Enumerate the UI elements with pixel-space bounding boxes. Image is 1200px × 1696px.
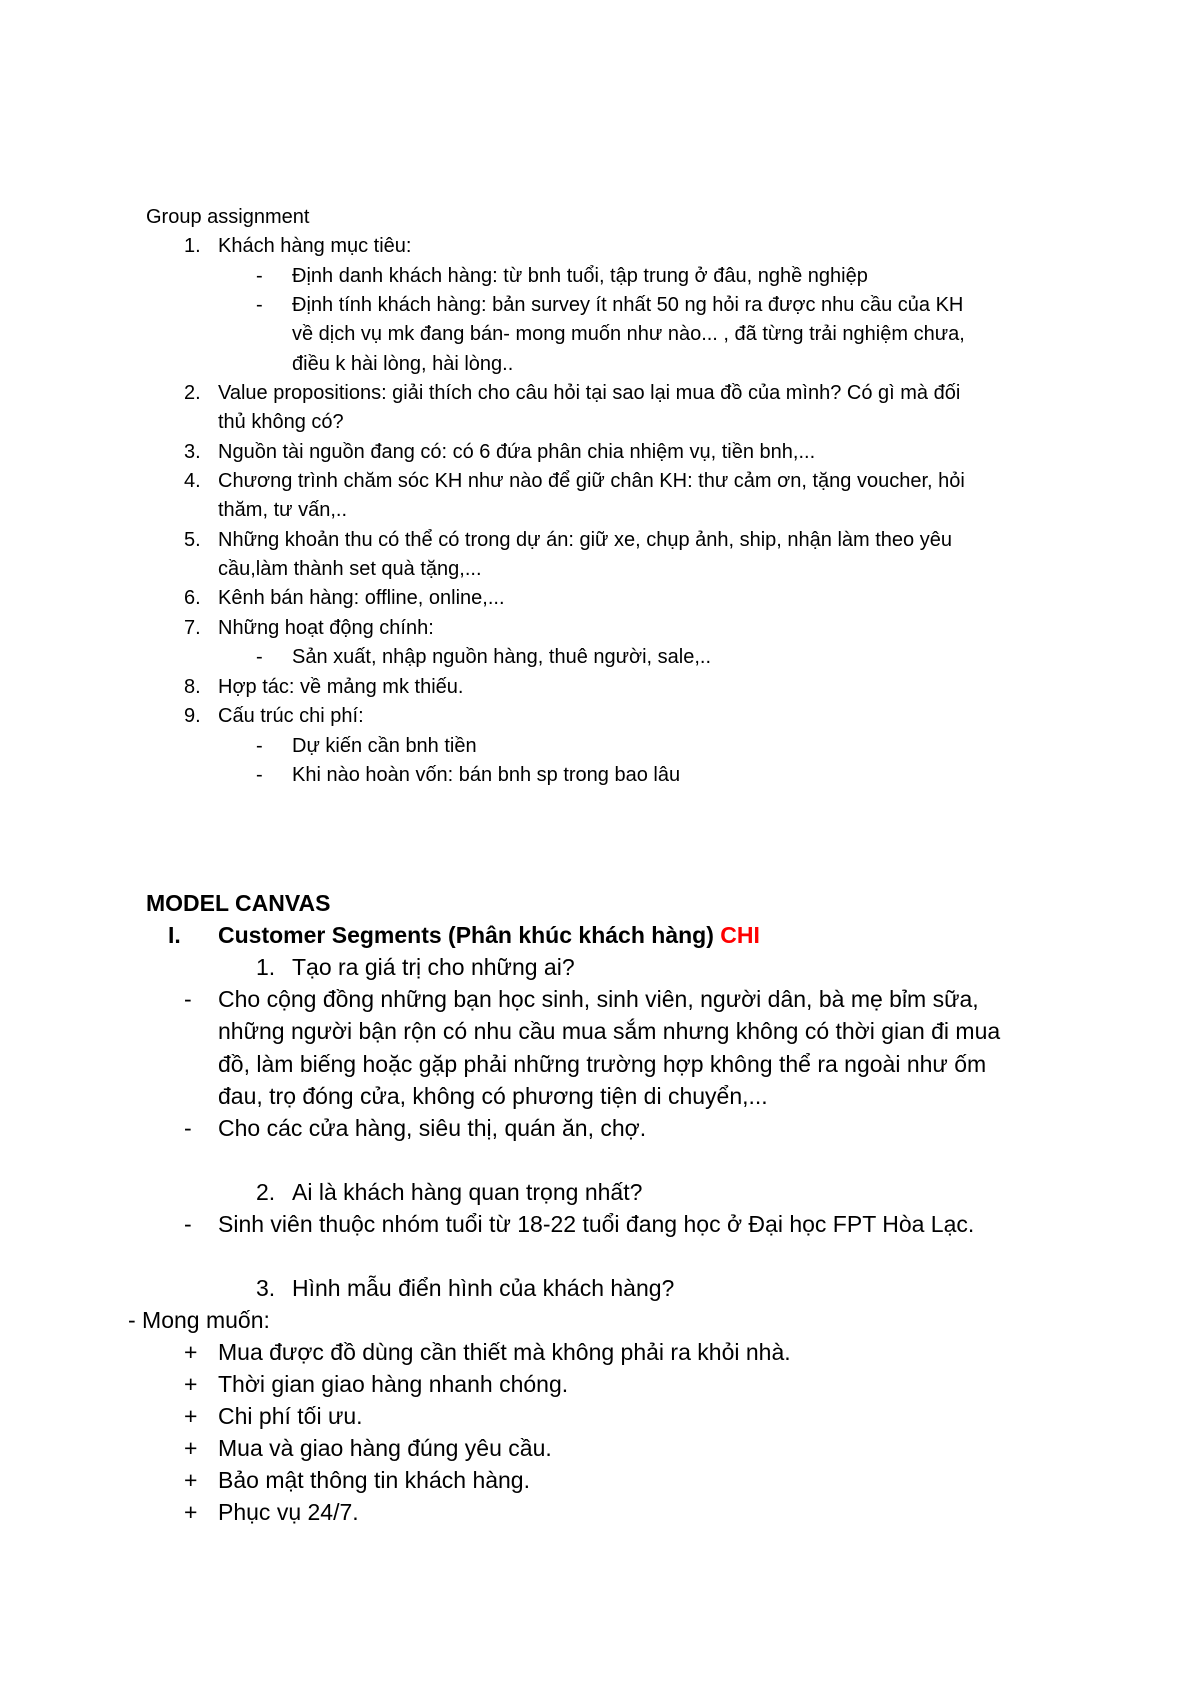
- question-text: Hình mẫu điển hình của khách hàng?: [292, 1275, 675, 1301]
- item-text: thăm, tư vấn,..: [218, 499, 347, 521]
- wish-text: Mua được đồ dùng cần thiết mà không phải ra khỏi nhà.: [218, 1339, 791, 1365]
- sub-text: Dự kiến cần bnh tiền: [292, 735, 477, 757]
- plus-bullet: +: [184, 1339, 198, 1365]
- section-title: [218, 919, 760, 951]
- wish-text: Chi phí tối ưu.: [218, 1403, 363, 1429]
- item-text: thủ không có?: [218, 411, 344, 433]
- doc-title: Group assignment: [146, 206, 310, 228]
- sub-bullet: -: [256, 735, 263, 757]
- sub-bullet: -: [256, 764, 263, 786]
- sub-text: Sản xuất, nhập nguồn hàng, thuê người, sale,..: [292, 646, 712, 668]
- item-number: 4.: [184, 470, 201, 492]
- item-text: cầu,làm thành set quà tặng,...: [218, 558, 482, 580]
- item-text: Cấu trúc chi phí:: [218, 705, 364, 727]
- bullet-text: đau, trọ đóng cửa, không có phương tiện di chuyển,...: [218, 1083, 768, 1109]
- sub-text: Khi nào hoàn vốn: bán bnh sp trong bao lâu: [292, 764, 681, 786]
- bullet-text: những người bận rộn có nhu cầu mua sắm nhưng không có thời gian đi mua: [218, 1018, 1001, 1044]
- item-text: Nguồn tài nguồn đang có: có 6 đứa phân chia nhiệm vụ, tiền bnh,...: [218, 441, 816, 463]
- item-number: 9.: [184, 705, 201, 727]
- sub-bullet: -: [256, 294, 263, 316]
- sub-text: Định danh khách hàng: từ bnh tuổi, tập trung ở đâu, nghề nghiệp: [292, 265, 868, 287]
- section-title-text: Customer Segments (Phân khúc khách hàng): [218, 922, 721, 948]
- plus-bullet: +: [184, 1371, 198, 1397]
- item-text: Những khoản thu có thể có trong dự án: giữ xe, chụp ảnh, ship, nhận làm theo yêu: [218, 529, 952, 551]
- bullet-dash: -: [184, 986, 192, 1012]
- plus-bullet: +: [184, 1435, 198, 1461]
- sub-text: Định tính khách hàng: bản survey ít nhất 50 ng hỏi ra được nhu cầu của KH: [292, 294, 964, 316]
- bullet-dash: -: [184, 1115, 192, 1141]
- item-text: Khách hàng mục tiêu:: [218, 235, 412, 257]
- sub-bullet: -: [256, 646, 263, 668]
- wish-text: Mua và giao hàng đúng yêu cầu.: [218, 1435, 552, 1461]
- plus-bullet: +: [184, 1403, 198, 1429]
- item-text: Những hoạt động chính:: [218, 617, 434, 639]
- item-text: Value propositions: giải thích cho câu hỏi tại sao lại mua đồ của mình? Có gì mà đối: [218, 382, 961, 404]
- wish-label: - Mong muốn:: [128, 1307, 270, 1333]
- question-number: 1.: [256, 954, 276, 980]
- item-number: 1.: [184, 235, 201, 257]
- question-number: 2.: [256, 1179, 276, 1205]
- plus-bullet: +: [184, 1499, 198, 1525]
- item-text: Kênh bán hàng: offline, online,...: [218, 587, 505, 609]
- plus-bullet: +: [184, 1467, 198, 1493]
- item-text: Chương trình chăm sóc KH như nào để giữ chân KH: thư cảm ơn, tặng voucher, hỏi: [218, 470, 965, 492]
- wish-text: Bảo mật thông tin khách hàng.: [218, 1467, 530, 1493]
- bullet-text: Cho các cửa hàng, siêu thị, quán ăn, chợ.: [218, 1115, 647, 1141]
- question-text: Tạo ra giá trị cho những ai?: [292, 954, 575, 980]
- wish-text: Thời gian giao hàng nhanh chóng.: [218, 1371, 569, 1397]
- section-owner: CHI: [720, 922, 760, 948]
- item-text: Hợp tác: về mảng mk thiếu.: [218, 676, 464, 698]
- item-number: 8.: [184, 676, 201, 698]
- sub-bullet: -: [256, 265, 263, 287]
- bullet-text: Cho cộng đồng những bạn học sinh, sinh viên, người dân, bà mẹ bỉm sữa,: [218, 986, 979, 1012]
- canvas-heading: MODEL CANVAS: [146, 890, 331, 916]
- sub-text: về dịch vụ mk đang bán- mong muốn như nào... , đã từng trải nghiệm chưa,: [292, 323, 965, 345]
- sub-text: điều k hài lòng, hài lòng..: [292, 353, 514, 375]
- item-number: 2.: [184, 382, 201, 404]
- item-number: 6.: [184, 587, 201, 609]
- item-number: 3.: [184, 441, 201, 463]
- wish-text: Phục vụ 24/7.: [218, 1499, 359, 1525]
- section-number: I.: [168, 922, 181, 948]
- item-number: 7.: [184, 617, 201, 639]
- bullet-text: đồ, làm biếng hoặc gặp phải những trường hợp không thể ra ngoài như ốm: [218, 1051, 987, 1077]
- question-text: Ai là khách hàng quan trọng nhất?: [292, 1179, 643, 1205]
- bullet-text: Sinh viên thuộc nhóm tuổi từ 18-22 tuổi đang học ở Đại học FPT Hòa Lạc.: [218, 1211, 975, 1237]
- bullet-dash: -: [184, 1211, 192, 1237]
- question-number: 3.: [256, 1275, 276, 1301]
- item-number: 5.: [184, 529, 201, 551]
